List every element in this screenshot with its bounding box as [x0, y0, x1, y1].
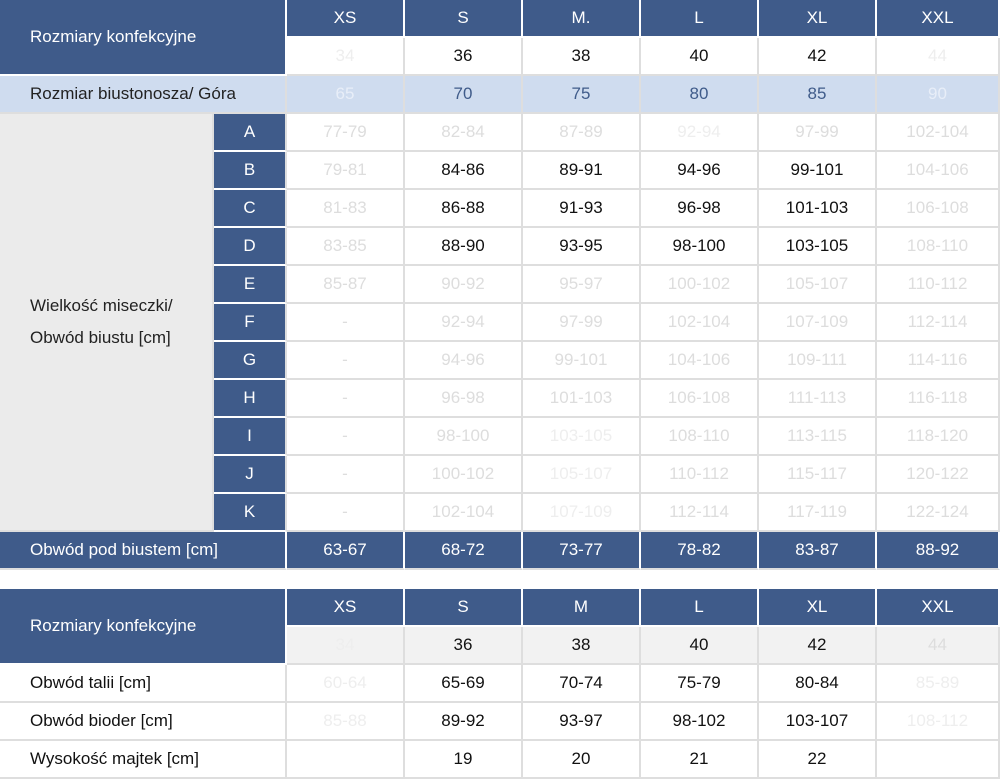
hips-cell: 93-97	[523, 703, 641, 741]
brief-height-cell: 19	[405, 741, 523, 779]
cup-letter: C	[214, 190, 287, 228]
hips-cell: 108-112	[877, 703, 1000, 741]
size-number: 40	[641, 38, 759, 76]
size-number: 36	[405, 627, 523, 665]
bust-cell: 102-104	[877, 114, 1000, 152]
size-number: 44	[877, 627, 1000, 665]
brief-height-cell	[287, 741, 405, 779]
cup-letter: K	[214, 494, 287, 532]
brief-height-cell: 21	[641, 741, 759, 779]
bust-cell: 93-95	[523, 228, 641, 266]
bust-cell: 109-111	[759, 342, 877, 380]
bust-cell: 102-104	[641, 304, 759, 342]
hips-cell: 98-102	[641, 703, 759, 741]
bottom-size-table	[0, 589, 1000, 779]
bust-cell: 111-113	[759, 380, 877, 418]
brief-height-cell: 22	[759, 741, 877, 779]
underbust-value: 88-92	[877, 532, 1000, 570]
bust-cell: 112-114	[641, 494, 759, 532]
size-header-xs: XS	[287, 589, 405, 627]
bust-cell: 86-88	[405, 190, 523, 228]
bust-cell: 107-109	[523, 494, 641, 532]
bust-cell: 105-107	[759, 266, 877, 304]
bust-cell: 120-122	[877, 456, 1000, 494]
bust-cell: 90-92	[405, 266, 523, 304]
cup-size-label: Wielkość miseczki/ Obwód biustu [cm]	[0, 114, 214, 532]
bra-size-label: Rozmiar biustonosza/ Góra	[0, 76, 287, 114]
size-header-xl: XL	[759, 589, 877, 627]
size-number: 40	[641, 627, 759, 665]
bust-cell: -	[287, 380, 405, 418]
waist-cell: 70-74	[523, 665, 641, 703]
bust-cell: 118-120	[877, 418, 1000, 456]
bust-cell: 104-106	[641, 342, 759, 380]
underbust-value: 68-72	[405, 532, 523, 570]
bust-cell: -	[287, 418, 405, 456]
bust-cell: 106-108	[877, 190, 1000, 228]
bust-cell: 104-106	[877, 152, 1000, 190]
size-header-l: L	[641, 589, 759, 627]
bust-cell: 114-116	[877, 342, 1000, 380]
waist-cell: 65-69	[405, 665, 523, 703]
bust-cell: 106-108	[641, 380, 759, 418]
size-number: 44	[877, 38, 1000, 76]
bra-size-value: 70	[405, 76, 523, 114]
size-number: 36	[405, 38, 523, 76]
bust-cell: 122-124	[877, 494, 1000, 532]
bust-cell: 112-114	[877, 304, 1000, 342]
brief-height-cell: 20	[523, 741, 641, 779]
size-number: 38	[523, 38, 641, 76]
bust-cell: 81-83	[287, 190, 405, 228]
underbust-value: 78-82	[641, 532, 759, 570]
bust-cell: 115-117	[759, 456, 877, 494]
bust-cell: 82-84	[405, 114, 523, 152]
bust-cell: 83-85	[287, 228, 405, 266]
bust-cell: -	[287, 456, 405, 494]
underbust-value: 63-67	[287, 532, 405, 570]
bust-cell: 116-118	[877, 380, 1000, 418]
bust-cell: 103-105	[523, 418, 641, 456]
bra-size-value: 75	[523, 76, 641, 114]
bust-cell: 99-101	[759, 152, 877, 190]
bust-cell: 94-96	[405, 342, 523, 380]
hips-cell: 89-92	[405, 703, 523, 741]
cup-letter: A	[214, 114, 287, 152]
bust-cell: 110-112	[877, 266, 1000, 304]
bust-cell: -	[287, 304, 405, 342]
bust-cell: 107-109	[759, 304, 877, 342]
cup-letter: B	[214, 152, 287, 190]
bust-cell: 96-98	[405, 380, 523, 418]
bust-cell: 88-90	[405, 228, 523, 266]
bust-cell: 113-115	[759, 418, 877, 456]
bust-cell: 97-99	[759, 114, 877, 152]
bust-cell: 117-119	[759, 494, 877, 532]
waist-cell: 80-84	[759, 665, 877, 703]
bust-cell: 102-104	[405, 494, 523, 532]
underbust-label: Obwód pod biustem [cm]	[0, 532, 287, 570]
bust-cell: 84-86	[405, 152, 523, 190]
hips-cell: 85-88	[287, 703, 405, 741]
waist-cell: 60-64	[287, 665, 405, 703]
size-number: 38	[523, 627, 641, 665]
cup-letter: E	[214, 266, 287, 304]
size-header-xs: XS	[287, 0, 405, 38]
bust-cell: 92-94	[641, 114, 759, 152]
bust-cell: 94-96	[641, 152, 759, 190]
size-number: 42	[759, 38, 877, 76]
size-number: 42	[759, 627, 877, 665]
bust-cell: 108-110	[877, 228, 1000, 266]
bra-size-value: 85	[759, 76, 877, 114]
bust-cell: 77-79	[287, 114, 405, 152]
bust-cell: 91-93	[523, 190, 641, 228]
cup-letter: H	[214, 380, 287, 418]
size-header-s: S	[405, 0, 523, 38]
brief-height-cell	[877, 741, 1000, 779]
bust-cell: 100-102	[641, 266, 759, 304]
cup-letter: D	[214, 228, 287, 266]
waist-cell: 75-79	[641, 665, 759, 703]
bust-cell: 103-105	[759, 228, 877, 266]
brief-height-label: Wysokość majtek [cm]	[0, 741, 287, 779]
size-header-m: M.	[523, 0, 641, 38]
underbust-value: 83-87	[759, 532, 877, 570]
hips-cell: 103-107	[759, 703, 877, 741]
bust-cell: 87-89	[523, 114, 641, 152]
cup-letter: I	[214, 418, 287, 456]
bust-cell: 105-107	[523, 456, 641, 494]
bust-cell: 100-102	[405, 456, 523, 494]
cup-letter: F	[214, 304, 287, 342]
cup-letter: G	[214, 342, 287, 380]
bust-cell: 85-87	[287, 266, 405, 304]
bust-cell: -	[287, 494, 405, 532]
hips-label: Obwód bioder [cm]	[0, 703, 287, 741]
bust-cell: 99-101	[523, 342, 641, 380]
waist-cell: 85-89	[877, 665, 1000, 703]
bust-cell: 96-98	[641, 190, 759, 228]
bust-cell: 97-99	[523, 304, 641, 342]
bust-cell: 98-100	[641, 228, 759, 266]
size-header-s: S	[405, 589, 523, 627]
bust-cell: 95-97	[523, 266, 641, 304]
size-header-l: L	[641, 0, 759, 38]
size-header-xxl: XXL	[877, 0, 1000, 38]
bra-size-value: 80	[641, 76, 759, 114]
top-table-title: Rozmiary konfekcyjne	[0, 0, 287, 76]
bra-size-value: 90	[877, 76, 1000, 114]
bust-cell: -	[287, 342, 405, 380]
bust-cell: 98-100	[405, 418, 523, 456]
size-number: 34	[287, 627, 405, 665]
bust-cell: 89-91	[523, 152, 641, 190]
bust-cell: 79-81	[287, 152, 405, 190]
bra-size-value: 65	[287, 76, 405, 114]
size-number: 34	[287, 38, 405, 76]
bust-cell: 108-110	[641, 418, 759, 456]
size-header-m: M	[523, 589, 641, 627]
bust-cell: 110-112	[641, 456, 759, 494]
underbust-value: 73-77	[523, 532, 641, 570]
bottom-table-title: Rozmiary konfekcyjne	[0, 589, 287, 665]
bust-cell: 101-103	[759, 190, 877, 228]
size-header-xxl: XXL	[877, 589, 1000, 627]
size-header-xl: XL	[759, 0, 877, 38]
bust-cell: 101-103	[523, 380, 641, 418]
cup-letter: J	[214, 456, 287, 494]
bust-cell: 92-94	[405, 304, 523, 342]
waist-label: Obwód talii [cm]	[0, 665, 287, 703]
